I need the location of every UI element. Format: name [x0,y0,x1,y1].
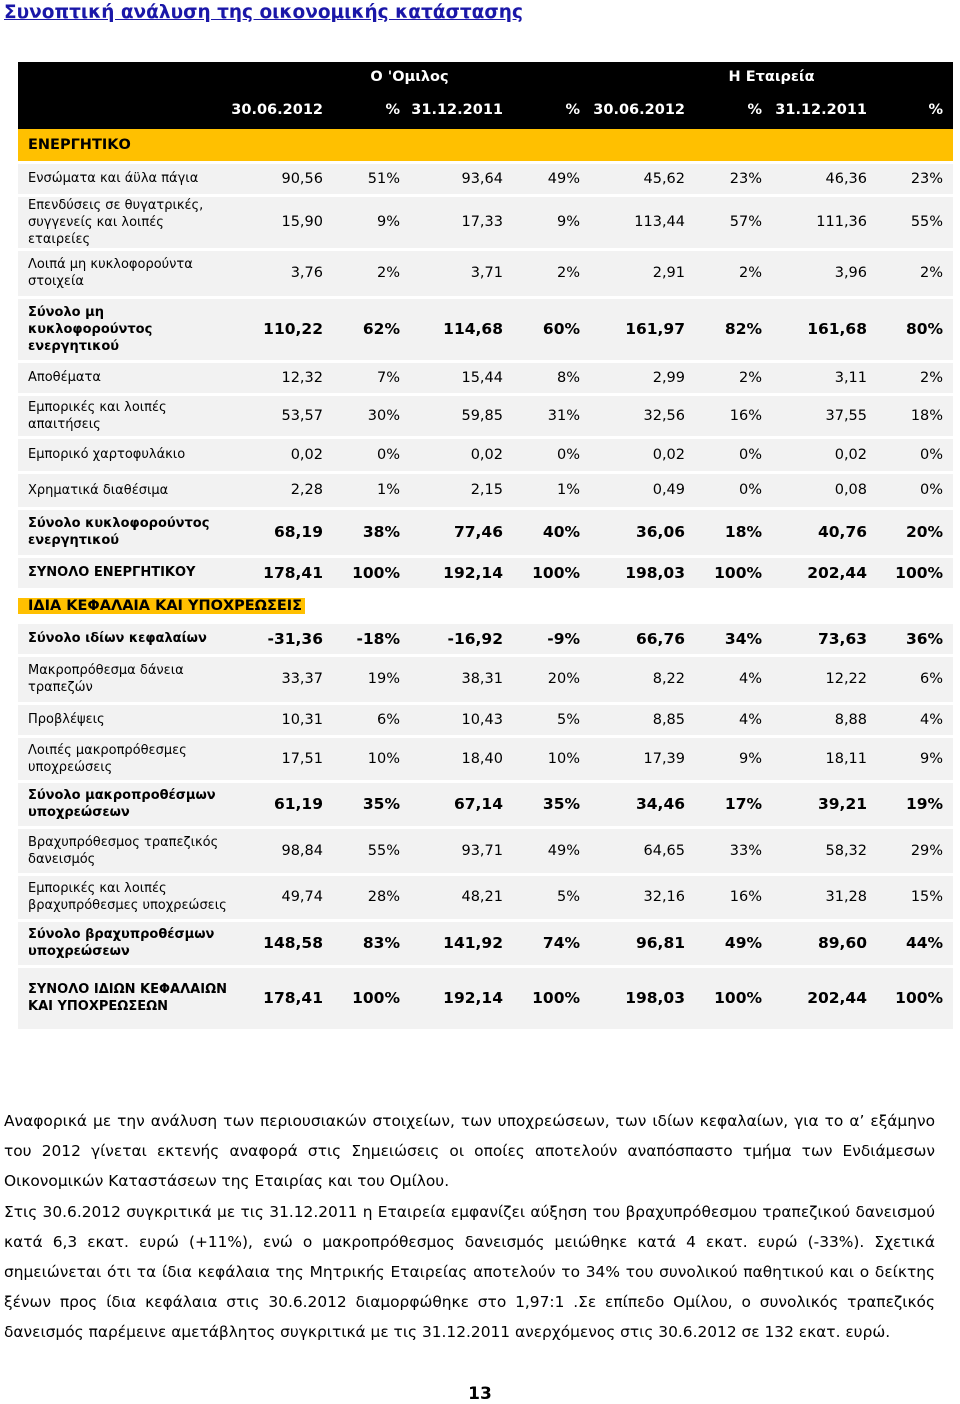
table-cell: 2% [333,249,410,297]
table-cell: 39,21 [772,781,877,827]
row-label: Μακροπρόθεσμα δάνεια τραπεζών [18,655,229,703]
table-cell: 36% [877,622,953,655]
table-row [18,966,953,1030]
table-cell: 0,08 [772,472,877,508]
table-cell: 49% [513,162,590,195]
row-label: Επενδύσεις σε θυγατρικές, συγγενείς και λοιπές εταιρείες [18,195,229,249]
table-cell: 2% [695,361,772,394]
table-cell: 4% [695,703,772,736]
table-cell: 74% [513,920,590,966]
table-cell: 96,81 [590,920,695,966]
table-cell: 34,46 [590,781,695,827]
row-label: Σύνολο κυκλοφορούντος ενεργητικού [18,508,229,556]
table-cell: 114,68 [410,297,513,361]
table-cell: 32,56 [590,394,695,437]
table-cell: 9% [695,736,772,781]
row-label: ΣΥΝΟΛΟ ΕΝΕΡΓΗΤΙΚΟΥ [18,556,229,589]
table-cell: 8,88 [772,703,877,736]
table-cell: 0% [695,472,772,508]
table-cell: 141,92 [410,920,513,966]
table-cell: 49% [513,827,590,874]
table-row [18,162,953,195]
table-cell: 6% [333,703,410,736]
financial-summary-table [18,62,953,1032]
table-cell: 178,41 [229,556,333,589]
table-cell: 55% [877,195,953,249]
section-header-row [18,129,953,162]
table-cell: 5% [513,703,590,736]
table-cell: 10,43 [410,703,513,736]
row-label: ΣΥΝΟΛΟ ΙΔΙΩΝ ΚΕΦΑΛΑΙΩΝ ΚΑΙ ΥΠΟΧΡΕΩΣΕΩΝ [18,966,229,1030]
table-cell: 73,63 [772,622,877,655]
table-cell: 3,11 [772,361,877,394]
table-cell: 19% [333,655,410,703]
table-cell: 83% [333,920,410,966]
table-row [18,508,953,556]
table-cell: 178,41 [229,966,333,1030]
table-row [18,622,953,655]
column-header: 31.12.2011 [772,91,877,129]
table-cell: 62% [333,297,410,361]
page-title: Συνοπτική ανάλυση της οικονομικής κατάστασης [4,2,523,23]
table-cell: 31,28 [772,874,877,920]
row-label: Εμπορικές και λοιπές βραχυπρόθεσμες υποχρεώσεις [18,874,229,920]
column-header: % [513,91,590,129]
section-label: ΕΝΕΡΓΗΤΙΚΟ [28,136,131,153]
table-cell: 64,65 [590,827,695,874]
table-cell: 19% [877,781,953,827]
table-cell: 192,14 [410,966,513,1030]
row-label: Εμπορικό χαρτοφυλάκιο [18,437,229,472]
table-cell: 9% [333,195,410,249]
table-cell: 18% [877,394,953,437]
row-label: Προβλέψεις [18,703,229,736]
table-cell: 46,36 [772,162,877,195]
table-cell: 9% [877,736,953,781]
table-cell: -18% [333,622,410,655]
table-row [18,874,953,920]
table-cell: 51% [333,162,410,195]
table-cell: 100% [695,556,772,589]
table-cell: 0% [877,472,953,508]
column-header: % [695,91,772,129]
table-cell: 2% [513,249,590,297]
table-row [18,249,953,297]
table-cell: 20% [513,655,590,703]
table-cell: 36,06 [590,508,695,556]
table-cell: 4% [695,655,772,703]
table-row [18,394,953,437]
group-header-group: Ο 'Ομιλος [229,62,590,91]
table-cell: 20% [877,508,953,556]
table-row [18,703,953,736]
table-cell: 10,31 [229,703,333,736]
table-cell: 66,76 [590,622,695,655]
table-cell: 89,60 [772,920,877,966]
table-cell: -9% [513,622,590,655]
table-cell: 17,51 [229,736,333,781]
table-cell: 4% [877,703,953,736]
column-header: 30.06.2012 [229,91,333,129]
table-cell: 61,19 [229,781,333,827]
table-cell: 10% [333,736,410,781]
table-cell: 3,71 [410,249,513,297]
table-cell: 16% [695,874,772,920]
table-cell: 16% [695,394,772,437]
table-cell: 67,14 [410,781,513,827]
table-cell: 98,84 [229,827,333,874]
table-cell: 12,32 [229,361,333,394]
table-cell: 7% [333,361,410,394]
table-cell: 10% [513,736,590,781]
row-label: Σύνολο ιδίων κεφαλαίων [18,622,229,655]
table-cell: 15% [877,874,953,920]
table-cell: 0% [333,437,410,472]
table-cell: 18% [695,508,772,556]
table-cell: 17% [695,781,772,827]
table-cell: 0,02 [590,437,695,472]
table-cell: 0,02 [772,437,877,472]
row-label: Λοιπά μη κυκλοφορούντα στοιχεία [18,249,229,297]
table-cell: 33% [695,827,772,874]
table-cell: 0,02 [229,437,333,472]
table-cell: 8,22 [590,655,695,703]
table-cell: -16,92 [410,622,513,655]
table-cell: 15,44 [410,361,513,394]
table-cell: 49,74 [229,874,333,920]
table-cell: 100% [333,556,410,589]
column-header: 31.12.2011 [410,91,513,129]
row-label: Ενσώματα και άϋλα πάγια [18,162,229,195]
table-cell: 2,15 [410,472,513,508]
table-row [18,472,953,508]
table-cell: 100% [877,966,953,1030]
table-row [18,655,953,703]
table-cell: 3,76 [229,249,333,297]
paragraph: Αναφορικά με την ανάλυση των περιουσιακών στοιχείων, των υποχρεώσεων, των ιδίων κεφαλαίων, για το α’ εξάμηνο του 2012 γίνεται εκτενής αναφορά στις Σημειώσεις οι οποίες αποτελούν αναπόσπαστο τμήμα των Ενδιάμεσων Οικονομικών Καταστάσεων της Εταιρίας και του Ομίλου. [4,1112,935,1191]
table-cell: 0,49 [590,472,695,508]
table-cell: 29% [877,827,953,874]
row-label: Βραχυπρόθεσμος τραπεζικός δανεισμός [18,827,229,874]
table-cell: 48,21 [410,874,513,920]
table-row [18,437,953,472]
row-label: Λοιπές μακροπρόθεσμες υποχρεώσεις [18,736,229,781]
table-cell: 100% [513,556,590,589]
table-row [18,827,953,874]
paragraph: Στις 30.6.2012 συγκριτικά με τις 31.12.2011 η Εταιρεία εμφανίζει αύξηση του βραχυπρόθεσμου τραπεζικού δανεισμού κατά 6,3 εκατ. ευρώ (+11%), ενώ ο μακροπρόθεσμος δανεισμός μειώθηκε κατά 4 εκατ. ευρώ (-33%). Σχετικά σημειώνεται ότι τα ίδια κεφάλαια της Μητρικής Εταιρείας αποτελούν το 34% του συνολικού παθητικού και ο δείκτης ξένων προς ίδια κεφάλαια στις 30.6.2012 διαμορφώθηκε στο 1,97:1 .Σε επίπεδο Ομίλου, ο συνολικός τραπεζικός δανεισμός παρέμεινε αμετάβλητος συγκριτικά με τις 31.12.2011 ανερχόμενος στις 30.6.2012 σε 132 εκατ. ευρώ. [4,1202,935,1342]
row-label: Αποθέματα [18,361,229,394]
row-label: Εμπορικές και λοιπές απαιτήσεις [18,394,229,437]
page-number: 13 [468,1384,492,1404]
table-cell: 34% [695,622,772,655]
table-cell: 38% [333,508,410,556]
table-cell: 202,44 [772,966,877,1030]
table-cell: 28% [333,874,410,920]
table-cell: 8% [513,361,590,394]
table-row [18,556,953,589]
table-cell: 77,46 [410,508,513,556]
table-cell: 1% [333,472,410,508]
table-cell: 23% [877,162,953,195]
section-header-row [18,589,953,622]
column-header: % [333,91,410,129]
table-cell: 110,22 [229,297,333,361]
table-cell: 3,96 [772,249,877,297]
group-header-company: Η Εταιρεία [590,62,953,91]
table-cell: 55% [333,827,410,874]
table-cell: 15,90 [229,195,333,249]
table-cell: 2,99 [590,361,695,394]
table-cell: 100% [513,966,590,1030]
table-cell: 82% [695,297,772,361]
table-cell: 202,44 [772,556,877,589]
row-label: Χρηματικά διαθέσιμα [18,472,229,508]
table-cell: 53,57 [229,394,333,437]
table-cell: 32,16 [590,874,695,920]
table-cell: 17,39 [590,736,695,781]
table-cell: 40,76 [772,508,877,556]
table-cell: 12,22 [772,655,877,703]
table-cell: 198,03 [590,966,695,1030]
table-cell: 100% [695,966,772,1030]
section-label: ΙΔΙΑ ΚΕΦΑΛΑΙΑ ΚΑΙ ΥΠΟΧΡΕΩΣΕΙΣ [18,598,305,614]
table-cell: 40% [513,508,590,556]
row-label: Σύνολο μακροπροθέσμων υποχρεώσεων [18,781,229,827]
table-cell: 80% [877,297,953,361]
table-cell: 0% [513,437,590,472]
table-cell: 38,31 [410,655,513,703]
table-cell: 45,62 [590,162,695,195]
row-label: Σύνολο βραχυπροθέσμων υποχρεώσεων [18,920,229,966]
table-cell: 90,56 [229,162,333,195]
table-cell: 192,14 [410,556,513,589]
table-row [18,736,953,781]
column-header: % [877,91,953,129]
table-cell: 100% [333,966,410,1030]
table-cell: 6% [877,655,953,703]
column-header: 30.06.2012 [590,91,695,129]
table-row [18,195,953,249]
table-cell: 9% [513,195,590,249]
table-cell: 37,55 [772,394,877,437]
table-cell: 2% [877,361,953,394]
table-cell: 198,03 [590,556,695,589]
table-cell: 5% [513,874,590,920]
table-cell: 35% [333,781,410,827]
table-row [18,361,953,394]
table-cell: 60% [513,297,590,361]
table-cell: 0% [695,437,772,472]
table-cell: 68,19 [229,508,333,556]
table-cell: 18,11 [772,736,877,781]
table-cell: 93,64 [410,162,513,195]
table-caption: ποσά σε εκατ. ευρώ [18,62,229,129]
table-cell: 148,58 [229,920,333,966]
table-cell: 58,32 [772,827,877,874]
table-cell: 49% [695,920,772,966]
table-cell: 111,36 [772,195,877,249]
table-cell: 2,91 [590,249,695,297]
table-cell: 1% [513,472,590,508]
table-row [18,920,953,966]
table-cell: 35% [513,781,590,827]
table-cell: 113,44 [590,195,695,249]
table-cell: 0,02 [410,437,513,472]
table-cell: 2,28 [229,472,333,508]
table-cell: 8,85 [590,703,695,736]
table-cell: 18,40 [410,736,513,781]
table-cell: 2% [877,249,953,297]
table-cell: 17,33 [410,195,513,249]
commentary [4,1106,935,1348]
table-row [18,781,953,827]
table-cell: 30% [333,394,410,437]
table-cell: 23% [695,162,772,195]
table-cell: 33,37 [229,655,333,703]
table-cell: 161,97 [590,297,695,361]
table-cell: 59,85 [410,394,513,437]
table-cell: 100% [877,556,953,589]
table-cell: 93,71 [410,827,513,874]
table-row [18,297,953,361]
table-cell: 31% [513,394,590,437]
table-cell: 0% [877,437,953,472]
table-cell: 161,68 [772,297,877,361]
table-cell: 44% [877,920,953,966]
table-cell: 2% [695,249,772,297]
table-cell: -31,36 [229,622,333,655]
row-label: Σύνολο μη κυκλοφορούντος ενεργητικού [18,297,229,361]
table-cell: 57% [695,195,772,249]
